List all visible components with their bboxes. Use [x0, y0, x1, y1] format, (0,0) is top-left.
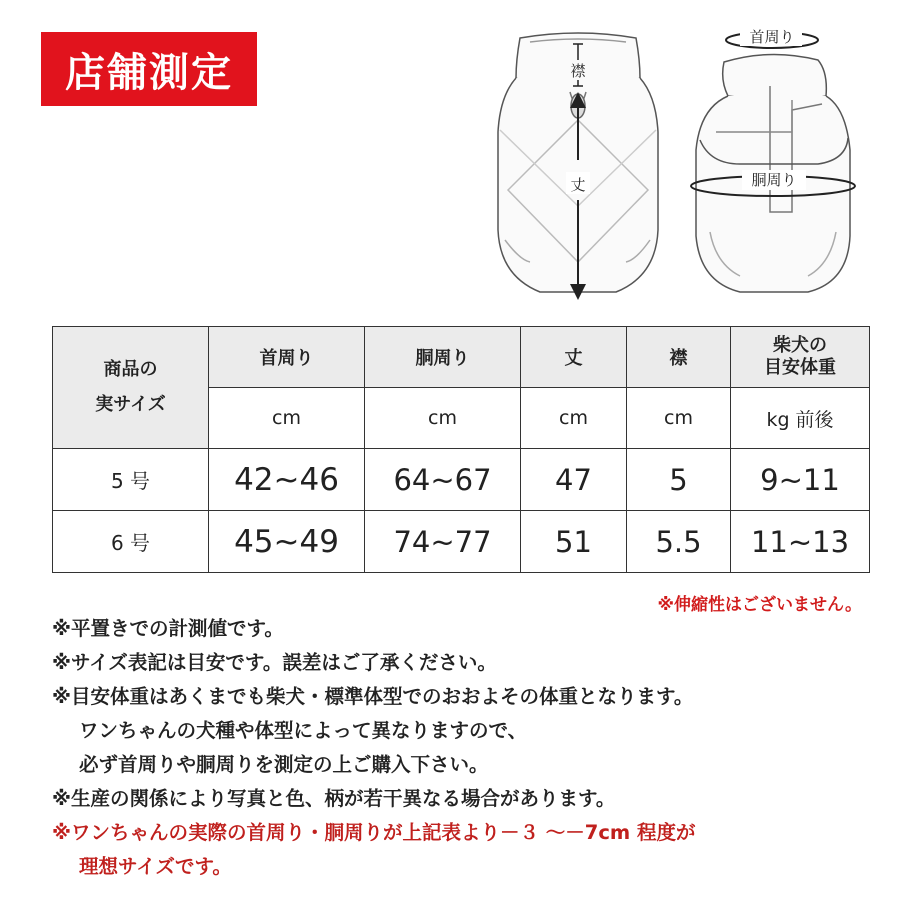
note-item-warning: ※ワンちゃんの実際の首周り・胴周りが上記表より－３ ～－7cm 程度が [52, 821, 696, 844]
unit-length: cm [521, 388, 627, 449]
header-chest: 胴周り [365, 327, 521, 388]
size-table [52, 326, 870, 573]
product-size-header-line-1: 商品の [103, 359, 158, 381]
store-measurement-badge: 店舗測定 [41, 32, 257, 106]
note-item: ワンちゃんの犬種や体型によって異なりますので、 [79, 719, 528, 742]
length-label: 丈 [570, 176, 586, 194]
cell-neck: 42~46 [209, 449, 365, 511]
header-weight-line-1: 柴犬の [773, 335, 827, 357]
cell-chest: 64~67 [365, 449, 521, 511]
cell-collar: 5.5 [627, 511, 731, 573]
table-row [53, 449, 870, 511]
note-item: ※目安体重はあくまでも柴犬・標準体型でのおおよその体重となります。 [52, 685, 694, 708]
table-row [53, 511, 870, 573]
product-size-header [53, 327, 209, 449]
cell-length: 51 [521, 511, 627, 573]
header-neck: 首周り [209, 327, 365, 388]
header-collar: 襟 [627, 327, 731, 388]
note-item: 必ず首周りや胴周りを測定の上ご購入下さい。 [79, 753, 489, 776]
note-item-warning: 理想サイズです。 [79, 855, 232, 878]
unit-neck: cm [209, 388, 365, 449]
unit-collar: cm [627, 388, 731, 449]
cell-weight: 9~11 [731, 449, 870, 511]
cell-collar: 5 [627, 449, 731, 511]
collar-label: 襟 [570, 62, 586, 80]
no-stretch-note: ※伸縮性はございません。 [657, 595, 862, 615]
header-length: 丈 [521, 327, 627, 388]
row-model: 6 号 [53, 511, 209, 573]
unit-chest: cm [365, 388, 521, 449]
row-model: 5 号 [53, 449, 209, 511]
note-item: ※平置きでの計測値です。 [52, 617, 284, 640]
cell-chest: 74~77 [365, 511, 521, 573]
header-weight [731, 327, 870, 388]
unit-weight: kg 前後 [731, 388, 870, 449]
cell-weight: 11~13 [731, 511, 870, 573]
product-size-header-line-2: 実サイズ [95, 393, 166, 415]
cell-neck: 45~49 [209, 511, 365, 573]
garment-measurement-diagram [0, 0, 920, 320]
cell-length: 47 [521, 449, 627, 511]
neck-label: 首周り [749, 28, 795, 46]
note-item: ※サイズ表記は目安です。誤差はご了承ください。 [52, 651, 497, 674]
header-weight-line-2: 目安体重 [764, 357, 836, 378]
note-item: ※生産の関係により写真と色、柄が若干異なる場合があります。 [52, 787, 616, 810]
chest-label: 胴周り [751, 171, 797, 189]
notes-list [52, 612, 882, 884]
